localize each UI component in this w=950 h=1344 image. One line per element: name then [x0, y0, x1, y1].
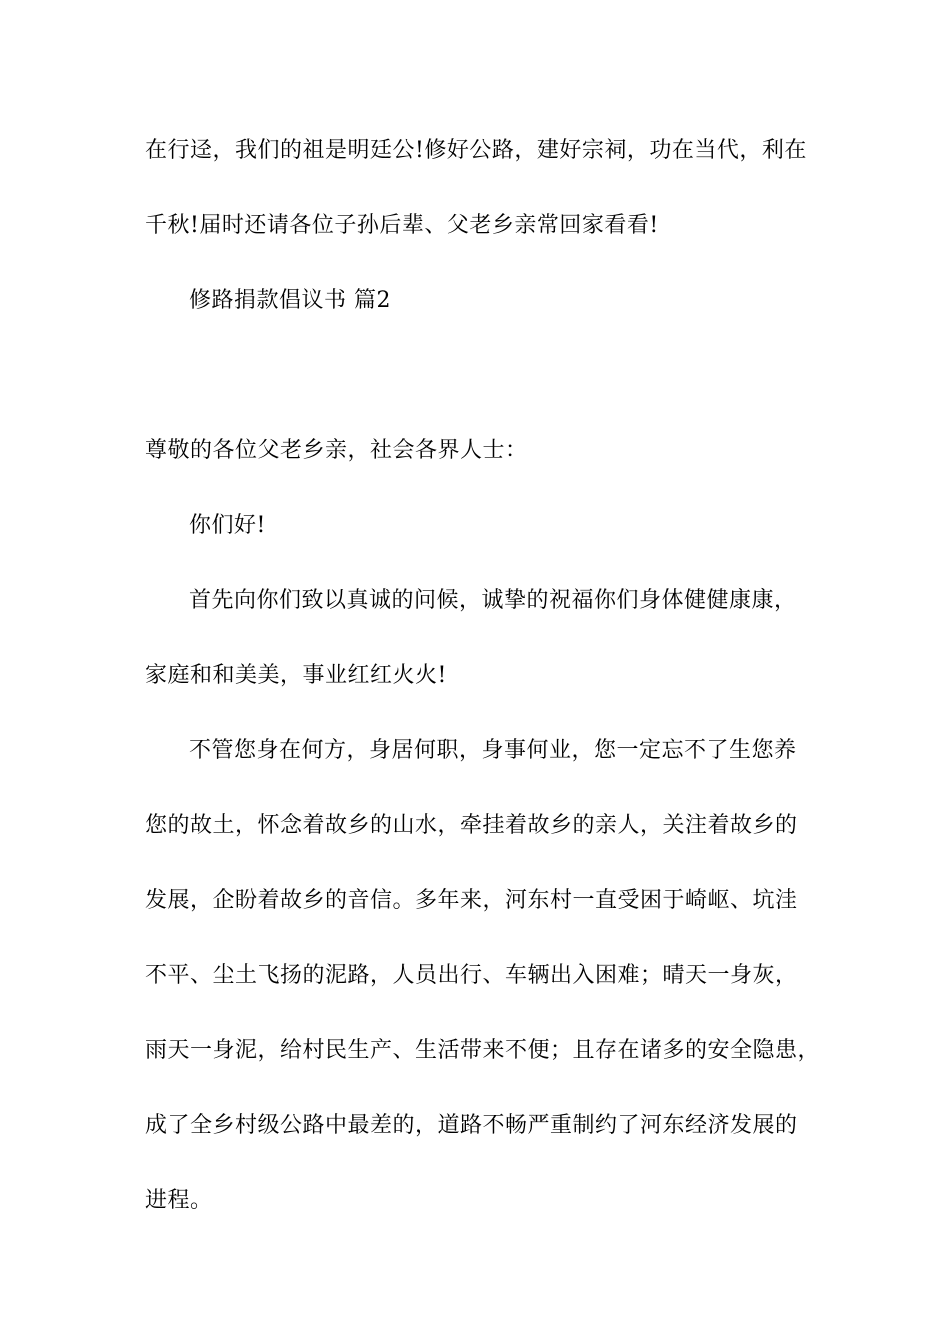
paragraph-line: 不平、尘土飞扬的泥路，人员出行、车辆出入困难；晴天一身灰，: [145, 963, 798, 988]
greeting: 你们好!: [189, 513, 266, 538]
salutation: 尊敬的各位父老乡亲，社会各界人士：: [145, 438, 528, 463]
paragraph-line: 家庭和和美美，事业红红火火!: [145, 663, 447, 688]
paragraph-line: 进程。: [145, 1188, 213, 1213]
paragraph-line: 首先向你们致以真诚的问候，诚挚的祝福你们身体健健康康，: [189, 588, 797, 613]
paragraph-line: 发展，企盼着故乡的音信。多年来，河东村一直受困于崎岖、坑洼: [145, 888, 798, 913]
paragraph-line: 在行迳，我们的祖是明廷公!修好公路，建好宗祠，功在当代，利在: [145, 138, 807, 163]
paragraph-line: 千秋!届时还请各位子孙后辈、父老乡亲常回家看看!: [145, 213, 659, 238]
paragraph-line: 不管您身在何方，身居何职，身事何业，您一定忘不了生您养: [189, 738, 797, 763]
paragraph-line: 您的故土，怀念着故乡的山水，牵挂着故乡的亲人，关注着故乡的: [145, 813, 798, 838]
section-heading: 修路捐款倡议书 篇2: [189, 288, 391, 313]
paragraph-line: 成了全乡村级公路中最差的，道路不畅严重制约了河东经济发展的: [145, 1113, 798, 1138]
paragraph-line: 雨天一身泥，给村民生产、生活带来不便；且存在诸多的安全隐患，: [145, 1038, 821, 1063]
